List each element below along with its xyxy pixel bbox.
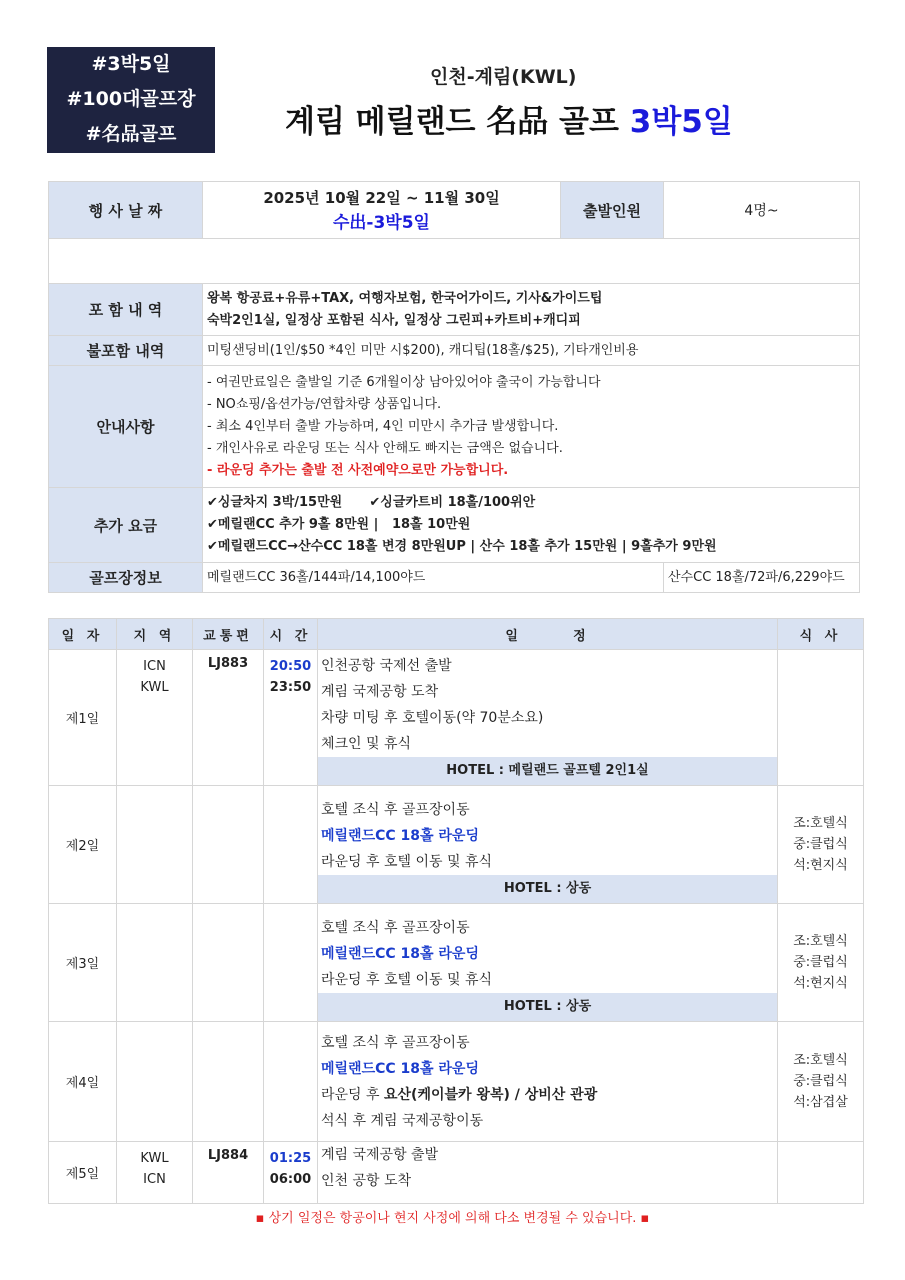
meal-cell bbox=[778, 904, 864, 1022]
time-cell bbox=[264, 904, 318, 1022]
time: 20:50 bbox=[269, 659, 312, 674]
schedule-item: 라운딩 후 호텔 이동 및 휴식 bbox=[321, 972, 493, 988]
time-cell bbox=[264, 1142, 318, 1204]
extra-line: ✔메릴랜드CC→산수CC 18홀 변경 8만원UP | 산수 18홀 추가 15만원 | 9홀추가 9만원 bbox=[207, 539, 717, 554]
golf-course-2: 산수CC 18홀/72파/6,229야드 bbox=[664, 563, 860, 593]
schedule-item: 석식 후 계림 국제공항이동 bbox=[321, 1112, 484, 1129]
meal: 석:삼겹살 bbox=[793, 1095, 848, 1110]
meal-cell bbox=[778, 650, 864, 786]
schedule-item-round: 메릴랜드CC 18홀 라운딩 bbox=[321, 828, 479, 844]
flight-cell bbox=[193, 786, 264, 904]
meal: 중:클럽식 bbox=[793, 837, 848, 852]
schedule-item: 계림 국제공항 출발 bbox=[321, 1147, 439, 1163]
meal: 조:호텔식 bbox=[793, 1053, 848, 1068]
region-cell bbox=[117, 786, 193, 904]
date-value: 2025년 10월 22일 ~ 11월 30일 bbox=[263, 189, 500, 207]
schedule-cell bbox=[318, 1142, 778, 1204]
time-cell bbox=[264, 650, 318, 786]
region-cell bbox=[117, 650, 193, 786]
schedule-item-round: 메릴랜드CC 18홀 라운딩 bbox=[321, 1060, 479, 1077]
day-label: 제4일 bbox=[49, 1022, 117, 1142]
route: 인천-계림(KWL) bbox=[430, 66, 577, 88]
extra-line: ✔싱글차지 3박/15만원 ✔싱글카트비 18홀/100위안 bbox=[207, 495, 536, 510]
meal: 중:클럽식 bbox=[793, 955, 848, 970]
time-cell bbox=[264, 1022, 318, 1142]
schedule-item-text: 라운딩 후 bbox=[321, 1086, 384, 1103]
region: ICN bbox=[143, 1172, 166, 1187]
info-table bbox=[48, 181, 860, 593]
time: 23:50 bbox=[269, 680, 312, 695]
schedule-item: 인천 공항 도착 bbox=[321, 1173, 412, 1189]
schedule-cell bbox=[318, 650, 778, 786]
meal-cell bbox=[778, 1142, 864, 1204]
meal: 석:현지식 bbox=[793, 976, 848, 991]
people-label: 출발인원 bbox=[561, 182, 664, 239]
flight: LJ884 bbox=[193, 1142, 264, 1204]
schedule-item-round: 메릴랜드CC 18홀 라운딩 bbox=[321, 946, 479, 962]
notice-label: 안내사항 bbox=[49, 366, 203, 488]
extra-label: 추가 요금 bbox=[49, 488, 203, 563]
schedule-cell bbox=[318, 1022, 778, 1142]
time: 01:25 bbox=[269, 1151, 312, 1166]
people-value: 4명~ bbox=[664, 182, 860, 239]
include-line: 왕복 항공료+유류+TAX, 여행자보험, 한국어가이드, 기사&가이드팁 bbox=[207, 290, 603, 306]
flight-cell bbox=[193, 904, 264, 1022]
schedule-table bbox=[48, 618, 864, 1204]
notice-line: - 여권만료일은 출발일 기준 6개월이상 남아있어야 출국이 가능합니다 bbox=[207, 374, 601, 390]
day-row bbox=[49, 786, 864, 904]
schedule-item: 체크인 및 휴식 bbox=[321, 736, 412, 752]
schedule-item: 라운딩 후 호텔 이동 및 휴식 bbox=[321, 854, 493, 870]
region: KWL bbox=[140, 1151, 169, 1166]
flight-cell bbox=[193, 1022, 264, 1142]
schedule-item bbox=[318, 1082, 777, 1108]
time-cell bbox=[264, 786, 318, 904]
extra-line: ✔메릴랜CC 추가 9홀 8만원 | 18홀 10만원 bbox=[207, 517, 471, 532]
schedule-item-tour: 요산(케이블카 왕복) / 상비산 관광 bbox=[384, 1086, 598, 1103]
schedule-item: 호텔 조식 후 골프장이동 bbox=[321, 920, 470, 936]
hotel-info: HOTEL : 메릴랜드 골프텔 2인1실 bbox=[318, 757, 777, 785]
header-schedule: 일 정 bbox=[318, 619, 778, 650]
header-time: 시 간 bbox=[264, 619, 318, 650]
region-cell bbox=[117, 1142, 193, 1204]
date-cell bbox=[203, 182, 561, 239]
meal: 조:호텔식 bbox=[793, 934, 848, 949]
hotel-info: HOTEL : 상동 bbox=[318, 993, 777, 1021]
region: KWL bbox=[140, 680, 169, 695]
meal-cell bbox=[778, 786, 864, 904]
title-text: 계림 메릴랜드 名品 골프 bbox=[285, 104, 619, 140]
day-row bbox=[49, 904, 864, 1022]
tag: #3박5일 bbox=[91, 53, 171, 75]
header-meal: 식 사 bbox=[778, 619, 864, 650]
flight: LJ883 bbox=[193, 650, 264, 786]
schedule-cell bbox=[318, 904, 778, 1022]
extra-cell bbox=[203, 488, 860, 563]
notice-line: - 최소 4인부터 출발 가능하며, 4인 미만시 추가금 발생합니다. bbox=[207, 418, 559, 434]
time: 06:00 bbox=[269, 1172, 312, 1187]
schedule-item: 인천공항 국제선 출발 bbox=[321, 658, 452, 674]
tag: #100대골프장 bbox=[66, 88, 196, 110]
region: ICN bbox=[143, 659, 166, 674]
hashtag-box bbox=[47, 47, 215, 153]
header-day: 일 자 bbox=[49, 619, 117, 650]
include-line: 숙박2인1실, 일정상 포함된 식사, 일정상 그린피+카트비+캐디피 bbox=[207, 312, 581, 328]
day-label: 제5일 bbox=[49, 1142, 117, 1204]
day-row bbox=[49, 1142, 864, 1204]
day-label: 제1일 bbox=[49, 650, 117, 786]
include-label: 포 함 내 역 bbox=[49, 284, 203, 336]
golf-course-1: 메릴랜드CC 36홀/144파/14,100야드 bbox=[203, 563, 664, 593]
meal: 석:현지식 bbox=[793, 858, 848, 873]
meal: 조:호텔식 bbox=[793, 816, 848, 831]
footer-note: ▪ 상기 일정은 항공이나 현지 사정에 의해 다소 변경될 수 있습니다. ▪ bbox=[255, 1211, 650, 1226]
day-label: 제2일 bbox=[49, 786, 117, 904]
region-cell bbox=[117, 1022, 193, 1142]
exclude-label: 불포함 내역 bbox=[49, 336, 203, 366]
page-title bbox=[285, 96, 733, 141]
hotel-info: HOTEL : 상동 bbox=[318, 875, 777, 903]
notice-cell bbox=[203, 366, 860, 488]
region-cell bbox=[117, 904, 193, 1022]
notice-line-important: - 라운딩 추가는 출발 전 사전예약으로만 가능합니다. bbox=[207, 462, 509, 478]
date-sub: 수出-3박5일 bbox=[333, 213, 430, 233]
schedule-item: 계림 국제공항 도착 bbox=[321, 684, 439, 700]
empty-row bbox=[49, 239, 860, 284]
notice-line: - 개인사유로 라운딩 또는 식사 안해도 빠지는 금액은 없습니다. bbox=[207, 440, 563, 456]
day-row bbox=[49, 1022, 864, 1142]
golf-label: 골프장정보 bbox=[49, 563, 203, 593]
include-cell bbox=[203, 284, 860, 336]
date-label: 행 사 날 짜 bbox=[49, 182, 203, 239]
schedule-item: 차량 미팅 후 호텔이동(약 70분소요) bbox=[321, 710, 544, 726]
header-region: 지 역 bbox=[117, 619, 193, 650]
schedule-item: 호텔 조식 후 골프장이동 bbox=[321, 1034, 470, 1051]
day-row bbox=[49, 650, 864, 786]
title-highlight: 3박5일 bbox=[629, 104, 733, 140]
day-label: 제3일 bbox=[49, 904, 117, 1022]
header-transport: 교통편 bbox=[193, 619, 264, 650]
meal: 중:클럽식 bbox=[793, 1074, 848, 1089]
schedule-cell bbox=[318, 786, 778, 904]
meal-cell bbox=[778, 1022, 864, 1142]
tag: #名品골프 bbox=[85, 123, 177, 145]
exclude-value: 미팅샌딩비(1인/$50 *4인 미만 시$200), 캐디팁(18홀/$25), 기타개인비용 bbox=[203, 336, 860, 366]
notice-line: - NO쇼핑/옵션가능/연합차량 상품입니다. bbox=[207, 396, 442, 412]
schedule-item: 호텔 조식 후 골프장이동 bbox=[321, 802, 470, 818]
